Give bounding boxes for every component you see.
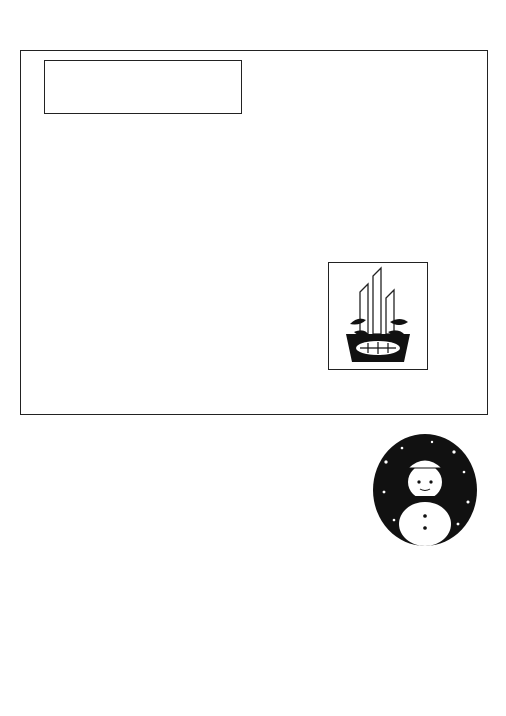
frame-spacer	[20, 50, 486, 413]
snow-content-row	[30, 484, 102, 500]
snow-place-row	[30, 468, 102, 484]
snowman-illustration	[372, 432, 478, 548]
snow-date-row	[30, 452, 102, 468]
